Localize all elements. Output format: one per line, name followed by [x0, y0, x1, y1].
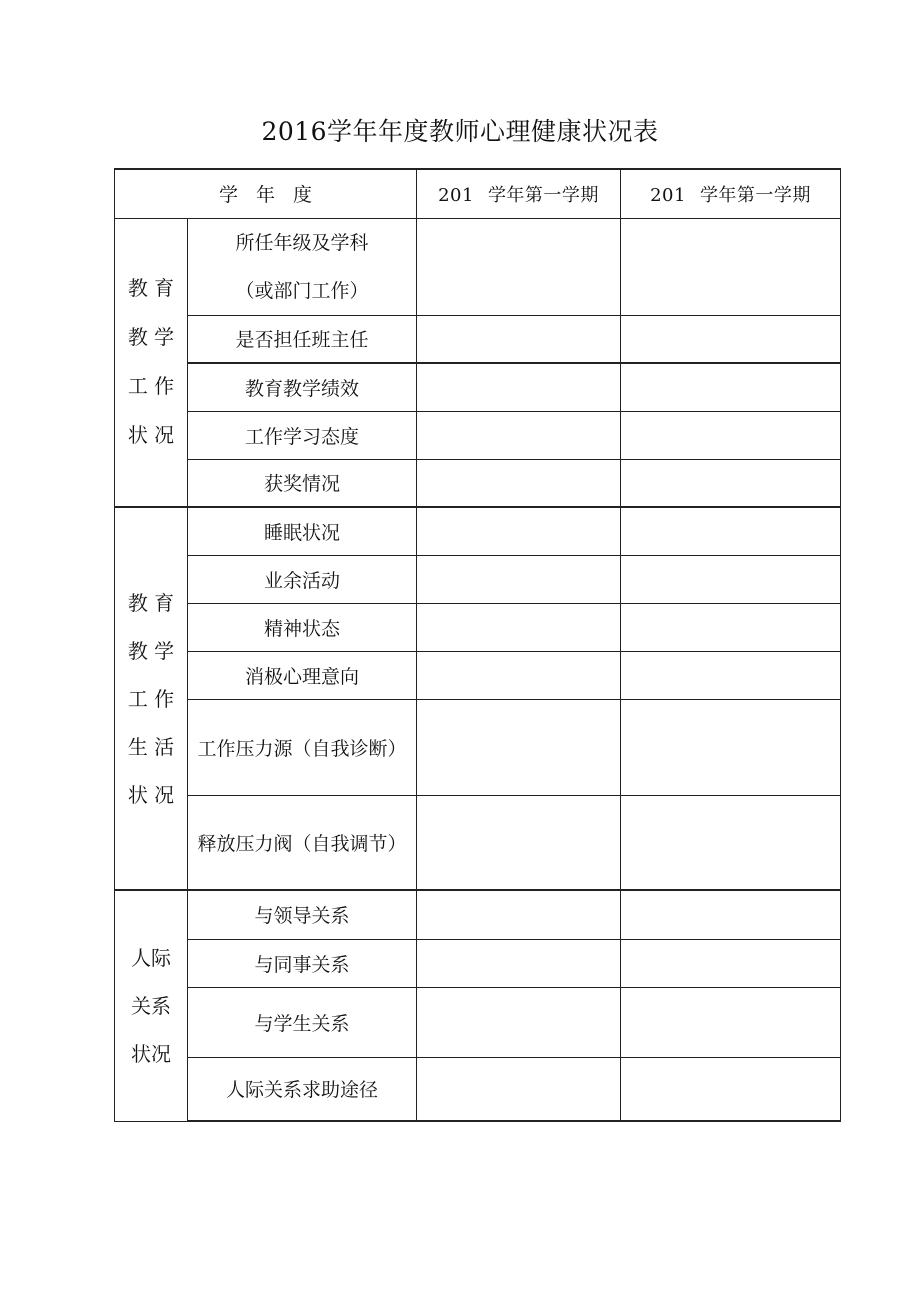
entry-cell[interactable] [417, 939, 621, 987]
table-row [115, 890, 841, 939]
entry-cell[interactable] [417, 555, 621, 603]
table-row [115, 939, 841, 987]
category-relationship-status [115, 890, 188, 1121]
header-row [115, 169, 841, 218]
category-line: 状况 [131, 1041, 171, 1066]
entry-cell[interactable] [621, 890, 841, 939]
item-label: 教育教学绩效 [188, 363, 417, 411]
table-row [115, 1057, 841, 1121]
entry-cell[interactable] [417, 459, 621, 507]
year-char: 年 [256, 184, 294, 207]
page-title: 2016学年年度教师心理健康状况表 [261, 117, 659, 146]
entry-cell[interactable] [417, 1057, 621, 1121]
table-row [115, 363, 841, 411]
item-label: 是否担任班主任 [188, 315, 417, 363]
table-row [115, 651, 841, 699]
entry-cell[interactable] [621, 363, 841, 411]
table-row [115, 218, 841, 315]
year-char: 度 [293, 184, 313, 207]
entry-cell[interactable] [417, 699, 621, 795]
term-label: 学年第一学期 [699, 184, 811, 206]
item-label: 与学生关系 [188, 987, 417, 1057]
category-line: 人际 [131, 945, 171, 970]
term-header-1 [417, 169, 621, 218]
entry-cell[interactable] [417, 651, 621, 699]
entry-cell[interactable] [417, 218, 621, 315]
item-label: 工作压力源（自我诊断） [188, 699, 417, 795]
table-row [115, 459, 841, 507]
entry-cell[interactable] [621, 699, 841, 795]
term-label: 学年第一学期 [487, 184, 599, 206]
entry-cell[interactable] [621, 795, 841, 890]
item-label: 消极心理意向 [188, 651, 417, 699]
table-row [115, 699, 841, 795]
category-line: 关系 [131, 993, 171, 1018]
category-line: 状 况 [127, 423, 175, 448]
health-status-table [114, 168, 841, 1122]
entry-cell[interactable] [621, 507, 841, 555]
entry-cell[interactable] [417, 795, 621, 890]
entry-cell[interactable] [621, 939, 841, 987]
category-line: 教 学 [127, 325, 175, 350]
item-grade-subject [188, 218, 417, 315]
category-line: 教 育 [127, 276, 175, 301]
category-work-life-status [115, 507, 188, 890]
table-row [115, 795, 841, 890]
category-line: 状 况 [127, 782, 175, 807]
entry-cell[interactable] [621, 459, 841, 507]
entry-cell[interactable] [621, 555, 841, 603]
table-row [115, 555, 841, 603]
item-label: 工作学习态度 [188, 411, 417, 459]
entry-cell[interactable] [417, 315, 621, 363]
category-line: 工 作 [127, 374, 175, 399]
entry-cell[interactable] [621, 218, 841, 315]
entry-cell[interactable] [621, 651, 841, 699]
category-line: 工 作 [127, 686, 175, 711]
table-row [115, 603, 841, 651]
entry-cell[interactable] [621, 603, 841, 651]
entry-cell[interactable] [417, 363, 621, 411]
category-line: 教 育 [127, 590, 175, 615]
term-year: 201 [438, 184, 474, 206]
item-label: 精神状态 [188, 603, 417, 651]
table-row [115, 315, 841, 363]
item-label: 所任年级及学科 [235, 231, 369, 254]
entry-cell[interactable] [621, 1057, 841, 1121]
entry-cell[interactable] [417, 603, 621, 651]
table-row [115, 507, 841, 555]
year-header [115, 169, 417, 218]
table-row [115, 411, 841, 459]
year-char: 学 [218, 184, 256, 207]
item-label: 获奖情况 [188, 459, 417, 507]
table-row [115, 987, 841, 1057]
entry-cell[interactable] [417, 890, 621, 939]
entry-cell[interactable] [417, 987, 621, 1057]
category-line: 生 活 [127, 734, 175, 759]
category-line: 教 学 [127, 638, 175, 663]
entry-cell[interactable] [621, 987, 841, 1057]
term-header-2 [621, 169, 841, 218]
entry-cell[interactable] [417, 411, 621, 459]
item-label: （或部门工作） [235, 279, 369, 302]
category-work-status [115, 218, 188, 507]
entry-cell[interactable] [621, 411, 841, 459]
item-label: 业余活动 [188, 555, 417, 603]
item-label: 与同事关系 [188, 939, 417, 987]
item-label: 睡眠状况 [188, 507, 417, 555]
term-year: 201 [650, 184, 686, 206]
item-label: 人际关系求助途径 [188, 1057, 417, 1121]
item-label: 与领导关系 [188, 890, 417, 939]
entry-cell[interactable] [621, 315, 841, 363]
item-label: 释放压力阀（自我调节） [188, 795, 417, 890]
entry-cell[interactable] [417, 507, 621, 555]
